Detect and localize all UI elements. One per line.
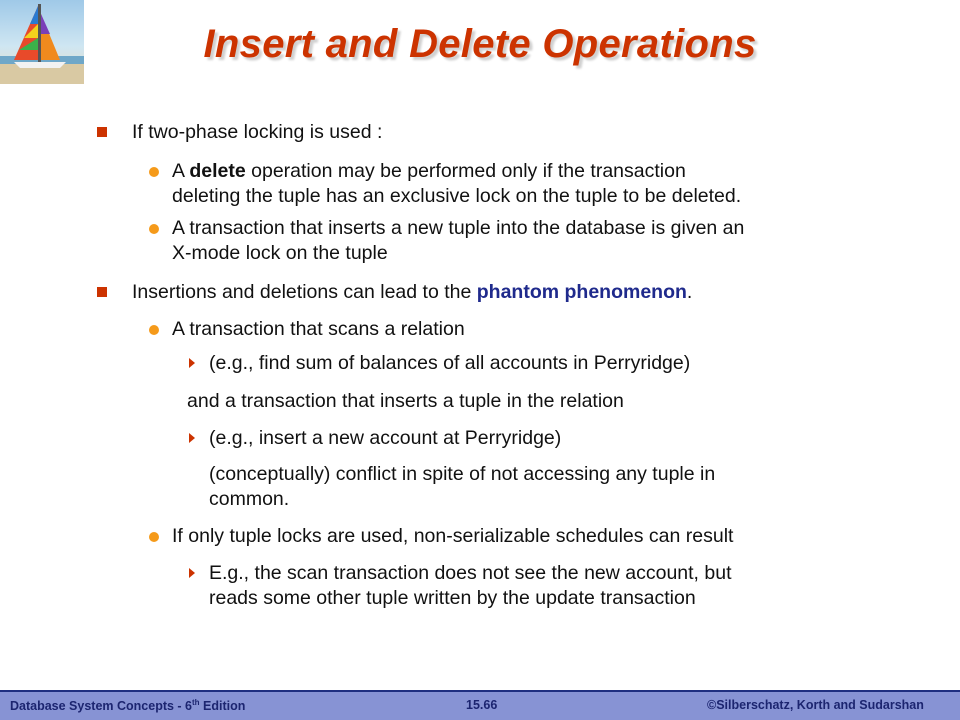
footer-book-title: Database System Concepts - 6th Edition (10, 698, 246, 714)
slide-footer (0, 690, 960, 720)
continuation-conflict-line2: common. (209, 488, 290, 510)
slide-title: Insert and Delete Operations (203, 22, 757, 66)
continuation-insert-transaction: and a transaction that inserts a tuple in the relation (187, 390, 624, 412)
bullet-text-line2: deleting the tuple has an exclusive lock on the tuple to be deleted. (172, 185, 742, 207)
round-bullet-icon (149, 325, 159, 335)
triangle-bullet-icon (189, 358, 195, 368)
footer-copyright: ©Silberschatz, Korth and Sudarshan (707, 698, 924, 712)
round-bullet-icon (149, 532, 159, 542)
triangle-bullet-icon (189, 433, 195, 443)
round-bullet-icon (149, 167, 159, 177)
bullet-text: If only tuple locks are used, non-serializable schedules can result (172, 525, 734, 547)
bullet-text: E.g., the scan transaction does not see the new account, but (209, 562, 732, 584)
highlight-term-phantom: phantom phenomenon (476, 281, 687, 303)
square-bullet-icon (97, 287, 107, 297)
bullet-text: (e.g., find sum of balances of all accounts in Perryridge) (209, 352, 691, 374)
bullet-text: If two-phase locking is used : (132, 121, 383, 143)
bold-term-delete: delete (189, 160, 246, 182)
square-bullet-icon (97, 127, 107, 137)
bullet-text: A transaction that inserts a new tuple into the database is given an (172, 217, 745, 239)
footer-page-number: 15.66 (466, 698, 498, 712)
bullet-text-line2: reads some other tuple written by the update transaction (209, 587, 696, 609)
bullet-text-line2: X-mode lock on the tuple (172, 242, 388, 264)
bullet-text: A delete operation may be performed only if the transaction (172, 160, 686, 182)
continuation-conflict: (conceptually) conflict in spite of not accessing any tuple in (209, 463, 716, 485)
bullet-text: Insertions and deletions can lead to the phantom phenomenon. (132, 281, 693, 303)
triangle-bullet-icon (189, 568, 195, 578)
bullet-text: (e.g., insert a new account at Perryridge) (209, 427, 562, 449)
bullet-text: A transaction that scans a relation (172, 318, 465, 340)
round-bullet-icon (149, 224, 159, 234)
